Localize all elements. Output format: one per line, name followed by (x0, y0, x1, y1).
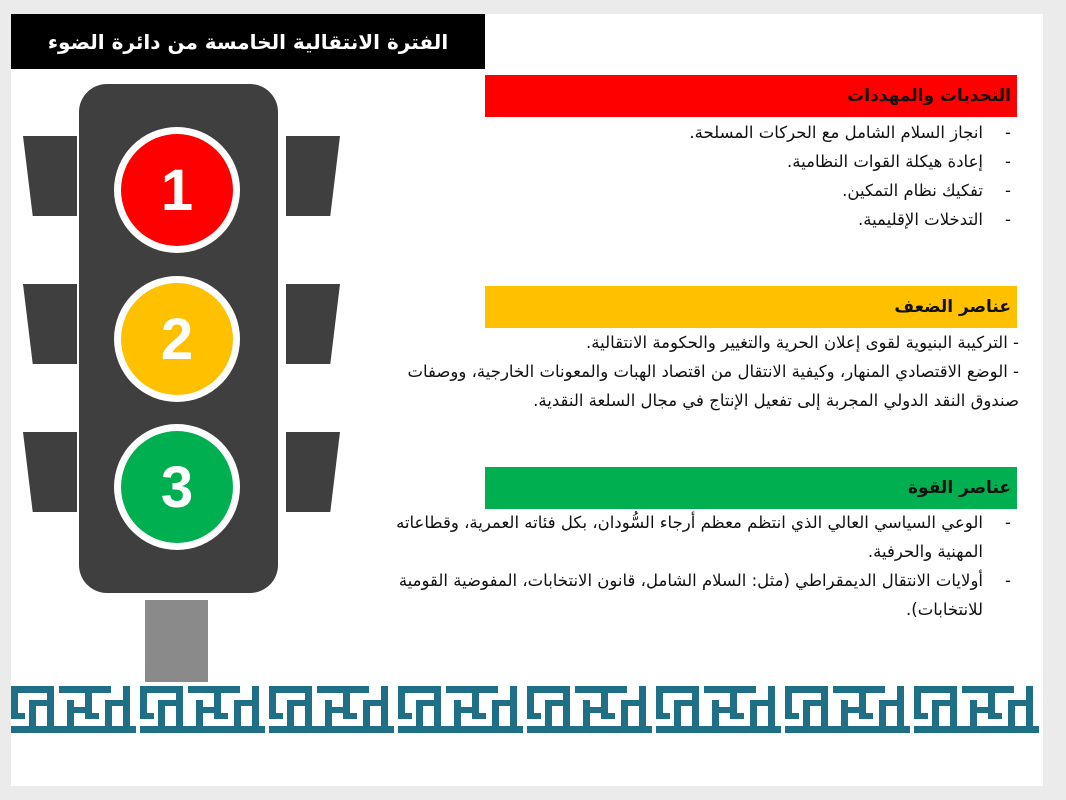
light-green (114, 424, 240, 550)
strengths-list (371, 508, 1019, 624)
visor-left-1 (23, 136, 77, 216)
light-amber (114, 276, 240, 402)
list-item: - انجاز السلام الشامل مع الحركات المسلحة. (371, 118, 1019, 147)
weaknesses-heading: عناصر الضعف (485, 286, 1017, 328)
challenges-list (371, 118, 1019, 234)
list-item: - تفكيك نظام التمكين. (371, 176, 1019, 205)
list-item: - الوعي السياسي العالي الذي انتظم معظم أرجاء السُّودان، بكل فئاته العمرية، وقطاعاته المهنية والحرفية. (371, 508, 1019, 566)
visor-right-2 (286, 284, 340, 364)
visor-right-1 (286, 136, 340, 216)
weaknesses-list (371, 328, 1019, 415)
list-item: - الوضع الاقتصادي المنهار، وكيفية الانتقال من اقتصاد الهبات والمعونات الخارجية، ووصفات صندوق النقد الدولي المجربة إلى تفعيل الإنتاج في مجال السلعة النقدية. (407, 362, 1019, 410)
list-item: - التركيبة البنيوية لقوى إعلان الحرية والتغيير والحكومة الانتقالية. (586, 333, 1019, 352)
slide-title: الفترة الانتقالية الخامسة من دائرة الضوء (11, 14, 485, 69)
visor-right-3 (286, 432, 340, 512)
kufic-pattern-graphic (11, 682, 1043, 737)
list-item: - إعادة هيكلة القوات النظامية. (371, 147, 1019, 176)
kufic-pattern-band (11, 682, 1043, 737)
list-item: - أولايات الانتقال الديمقراطي (مثل: السلام الشامل، قانون الانتخابات، المفوضية القومية للانتخابات). (371, 566, 1019, 624)
light-number-1: 1 (121, 134, 233, 246)
light-red (114, 127, 240, 253)
visor-left-3 (23, 432, 77, 512)
light-number-3: 3 (121, 431, 233, 543)
challenges-heading: التحديات والمهددات (485, 75, 1017, 117)
list-item: - التدخلات الإقليمية. (371, 205, 1019, 234)
strengths-heading: عناصر القوة (485, 467, 1017, 509)
visor-left-2 (23, 284, 77, 364)
light-number-2: 2 (121, 283, 233, 395)
slide (11, 14, 1043, 786)
